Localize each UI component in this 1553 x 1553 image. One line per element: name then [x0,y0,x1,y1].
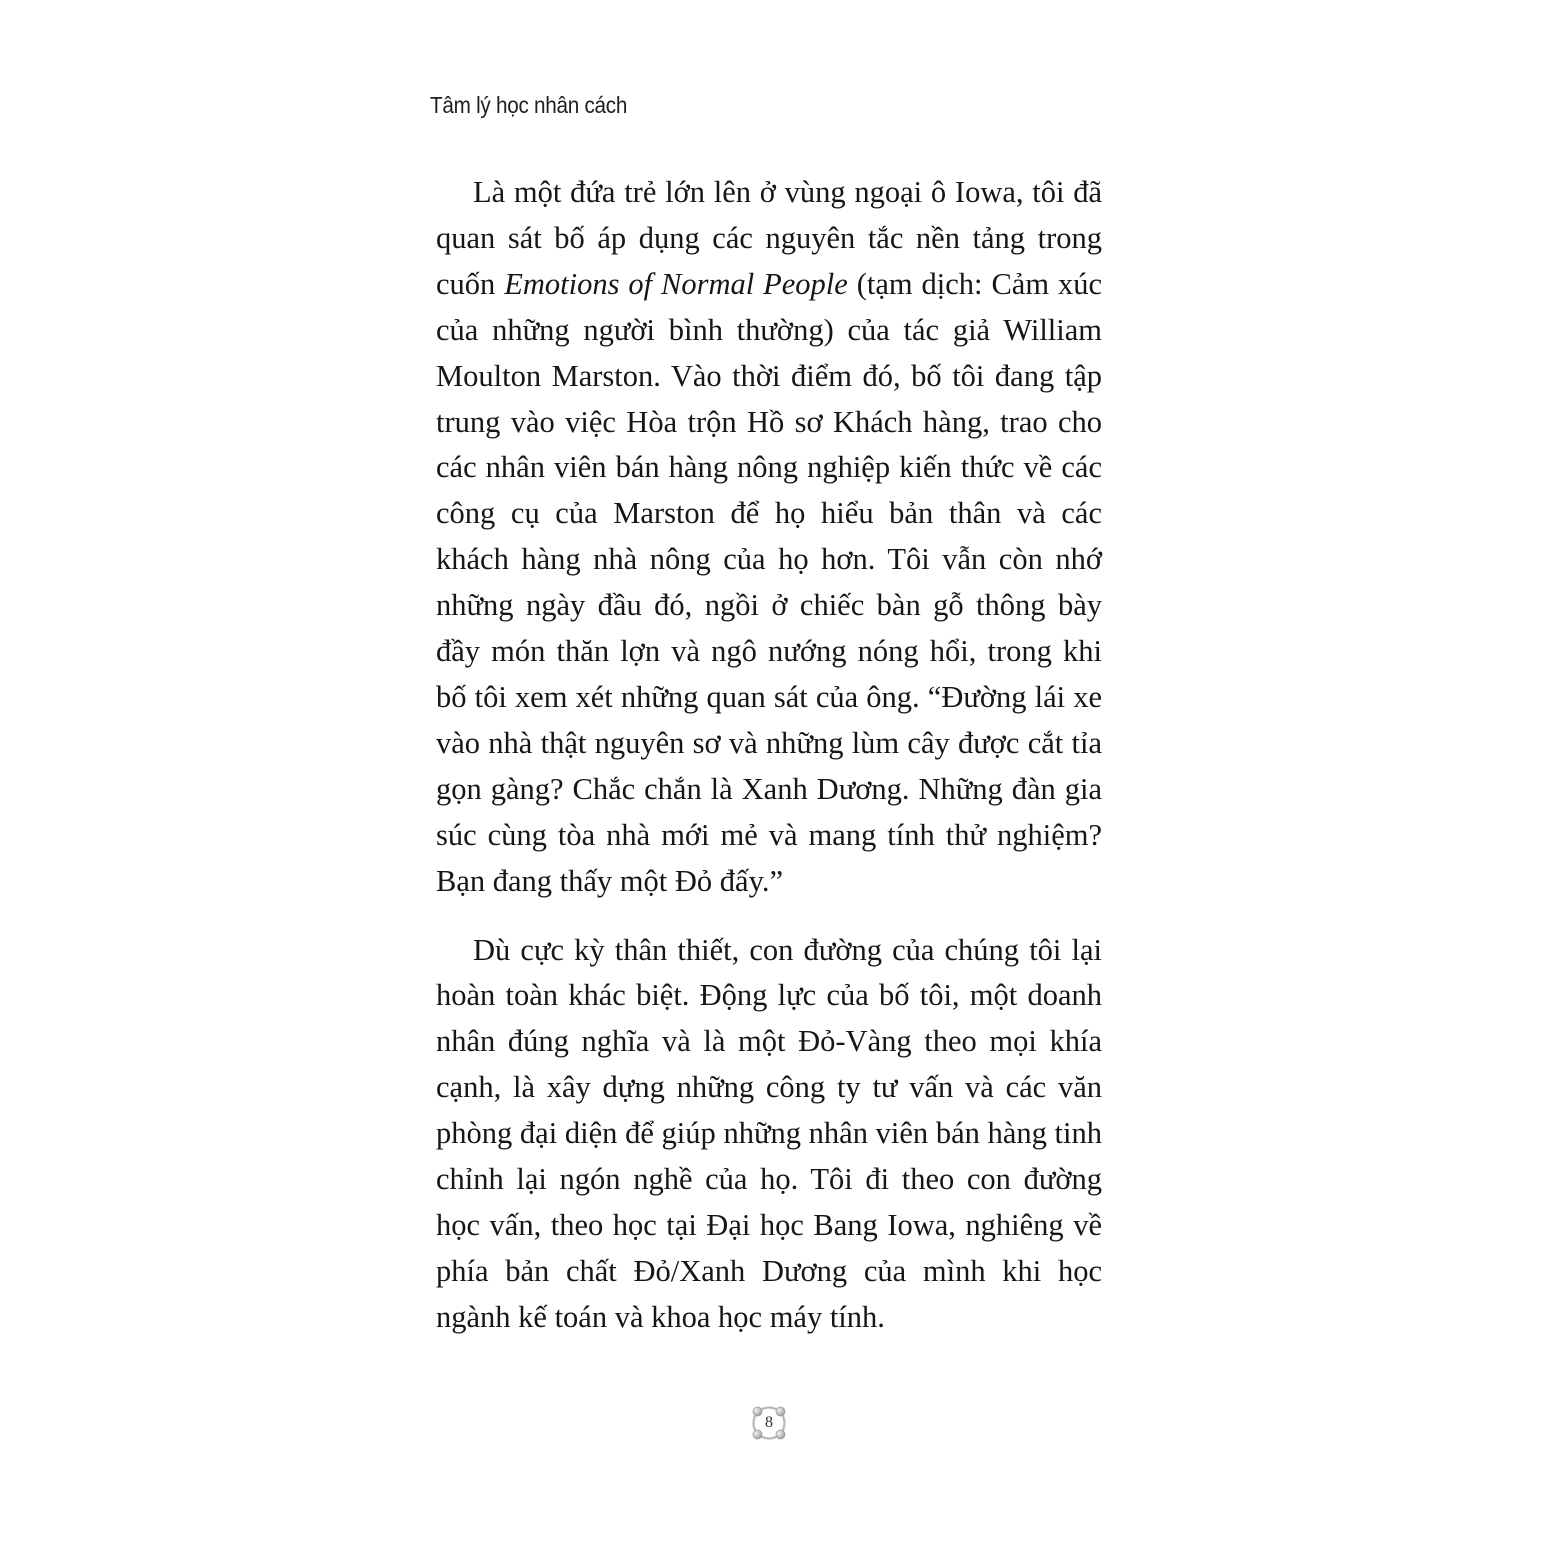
body-text [436,170,1102,1341]
paragraph-1 [436,170,1102,905]
running-header: Tâm lý học nhân cách [430,92,628,118]
page-number: 8 [765,1414,773,1431]
book-title-italic: Emotions of Normal People [504,266,848,301]
page-number-marker [747,1401,791,1445]
paragraph-1-text-after-italic: (tạm dịch: Cảm xúc của những người bình thường) của tác giả William Moulton Marston. Vào thời điểm đó, bố tôi đang tập trung vào việc Hòa trộn Hồ sơ Khách hàng, trao cho các nhân viên bán hàng nông nghiệp kiến thức về các công cụ của Marston để họ hiểu bản thân và các khách hàng nhà nông của họ hơn. Tôi vẫn còn nhớ những ngày đầu đó, ngồi ở chiếc bàn gỗ thông bày đầy món thăn lợn và ngô nướng nóng hổi, trong khi bố tôi xem xét những quan sát của ông. “Đường lái xe vào nhà thật nguyên sơ và những lùm cây được cắt tỉa gọn gàng? Chắc chắn là Xanh Dương. Những đàn gia súc cùng tòa nhà mới mẻ và mang tính thử nghiệm? Bạn đang thấy một Đỏ đấy.” [436,266,1102,898]
paragraph-2: Dù cực kỳ thân thiết, con đường của chúng tôi lại hoàn toàn khác biệt. Động lực của bố tôi, một doanh nhân đúng nghĩa và là một Đỏ-Vàng theo mọi khía cạnh, là xây dựng những công ty tư vấn và các văn phòng đại diện để giúp những nhân viên bán hàng tinh chỉnh lại ngón nghề của họ. Tôi đi theo con đường học vấn, theo học tại Đại học Bang Iowa, nghiêng về phía bản chất Đỏ/Xanh Dương của mình khi học ngành kế toán và khoa học máy tính. [436,932,1102,1334]
paragraph-1-text-before-italic: Là một đứa trẻ lớn lên ở vùng ngoại ô Iowa, tôi đã quan sát bố áp dụng các nguyên tắc nền tảng trong cuốn [436,175,1102,301]
